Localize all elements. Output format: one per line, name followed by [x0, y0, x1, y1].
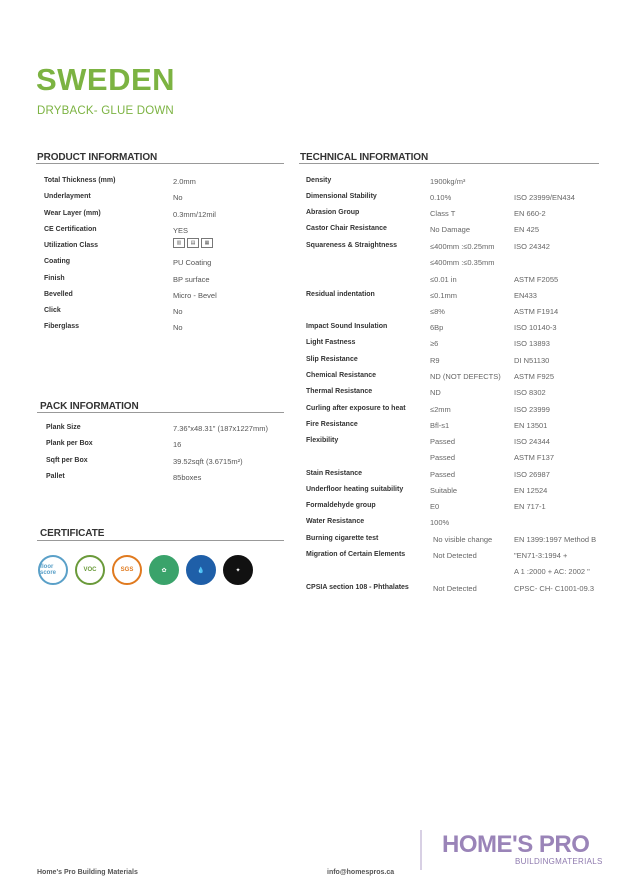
floorscore-icon [38, 555, 68, 585]
technical-row-value: ND (NOT DEFECTS) [430, 372, 501, 381]
pack-info-divider [37, 412, 284, 413]
pack-row-value: 85boxes [173, 473, 202, 482]
technical-row-standard: EN 717-1 [514, 502, 546, 511]
company-logo-subtitle: BUILDINGMATERIALS [515, 857, 603, 866]
technical-row-label: Chemical Resistance [306, 372, 377, 379]
logo-accent-bar [420, 830, 422, 870]
product-row-label: Wear Layer (mm) [44, 210, 101, 217]
product-row-value: No [173, 193, 183, 202]
technical-row-standard: ASTM F925 [514, 372, 555, 381]
technical-info-divider [299, 163, 599, 164]
technical-row-label: Thermal Resistance [306, 388, 373, 395]
technical-row-standard: EN 12524 [514, 486, 548, 495]
technical-row-standard: "EN71-3:1994 + [514, 551, 568, 560]
product-row-value: 2.0mm [173, 177, 196, 186]
technical-info-heading: TECHNICAL INFORMATION [300, 152, 429, 163]
technical-row-standard: EN 1399:1997 Method B [514, 535, 597, 544]
certificate-icon-label: SGS [120, 567, 134, 573]
technical-row-value: Bfl-s1 [430, 421, 450, 430]
pack-row-value: 39.52sqft (3.6715m²) [173, 457, 243, 466]
technical-row-label: Dimensional Stability [306, 193, 377, 200]
technical-row-label: Density [306, 177, 332, 184]
technical-row-label: Squareness & Straightness [306, 242, 398, 249]
technical-row-standard: ASTM F2055 [514, 275, 559, 284]
technical-row-label: Slip Resistance [306, 356, 358, 363]
technical-row-value: ≤400mm :≤0.35mm [430, 258, 495, 267]
certificate-heading: CERTIFICATE [40, 528, 105, 539]
pack-row-label: Plank per Box [46, 440, 93, 447]
technical-row-standard: ISO 24342 [514, 242, 550, 251]
certificate-icons [38, 555, 253, 585]
product-row-label: CE Certification [44, 226, 97, 233]
technical-row-standard: EN433 [514, 291, 537, 300]
technical-row-label: Abrasion Group [306, 209, 360, 216]
product-row-value: 0.3mm/12mil [173, 210, 216, 219]
technical-row-value: Class T [430, 209, 456, 218]
technical-row-standard: ASTM F137 [514, 453, 555, 462]
product-row-label: Finish [44, 275, 65, 282]
technical-row-standard: ASTM F1914 [514, 307, 559, 316]
technical-row-label: Castor Chair Resistance [306, 225, 387, 232]
technical-row-standard: A 1 :2000 + AC: 2002 " [514, 567, 590, 576]
technical-row-label: Water Resistance [306, 518, 365, 525]
technical-row-value: ≤2mm [430, 405, 451, 414]
utilization-class-icons [173, 238, 213, 248]
technical-row-value: Suitable [430, 486, 458, 495]
technical-row-value: E0 [430, 502, 440, 511]
product-row-label: Underlayment [44, 193, 91, 200]
certificate-icon-label: VOC [83, 567, 97, 573]
technical-row-label: Stain Resistance [306, 470, 363, 477]
product-row-value: BP surface [173, 275, 210, 284]
technical-row-label: Migration of Certain Elements [306, 551, 406, 558]
technical-row-value: 100% [430, 518, 450, 527]
pack-row-value: 16 [173, 440, 182, 449]
product-subtitle: DRYBACK- GLUE DOWN [37, 105, 174, 117]
technical-row-label: Residual indentation [306, 291, 375, 298]
technical-row-standard: ISO 13893 [514, 339, 550, 348]
technical-row-value: Passed [430, 437, 456, 446]
product-row-label: Coating [44, 258, 71, 265]
technical-row-value: 1900kg/m³ [430, 177, 466, 186]
technical-row-value: ND [430, 388, 441, 397]
product-row-value: No [173, 323, 183, 332]
waterproof-icon: 💧 [186, 555, 216, 585]
technical-row-label: CPSIA section 108 - Phthalates [306, 584, 409, 591]
technical-row-standard: EN 425 [514, 225, 540, 234]
technical-row-standard: ISO 23999/EN434 [514, 193, 575, 202]
pack-row-label: Pallet [46, 473, 65, 480]
technical-row-value: 6Bp [430, 323, 444, 332]
scratch-resistant-icon: ✦ [223, 555, 253, 585]
technical-row-value: ≤400mm :≤0.25mm [430, 242, 495, 251]
technical-row-standard: ISO 23999 [514, 405, 550, 414]
product-info-divider [36, 163, 284, 164]
technical-row-label: Formaldehyde group [306, 502, 376, 509]
pack-row-value: 7.36"x48.31" (187x1227mm) [173, 424, 268, 433]
certificate-divider [37, 540, 284, 541]
technical-row-standard: ISO 10140-3 [514, 323, 557, 332]
technical-row-label: Curling after exposure to heat [306, 405, 406, 412]
technical-row-standard: EN 13501 [514, 421, 548, 430]
technical-row-value: ≤8% [430, 307, 445, 316]
pack-row-label: Plank Size [46, 424, 81, 431]
product-row-value: YES [173, 226, 189, 235]
product-row-label: Bevelled [44, 291, 73, 298]
footer-email[interactable]: info@homespros.ca [327, 869, 395, 876]
pack-info-heading: PACK INFORMATION [40, 401, 139, 412]
technical-row-label: Flexibility [306, 437, 339, 444]
technical-row-value: Not Detected [433, 584, 477, 593]
product-info-heading: PRODUCT INFORMATION [37, 152, 158, 163]
technical-row-standard: ISO 26987 [514, 470, 550, 479]
product-row-value: Micro - Bevel [173, 291, 217, 300]
technical-row-value: ≤0.01 in [430, 275, 457, 284]
technical-row-label: Burning cigarette test [306, 535, 379, 542]
product-row-label: Fiberglass [44, 323, 80, 330]
certificate-icon-label: floor score [40, 564, 57, 576]
technical-row-value: R9 [430, 356, 440, 365]
technical-row-label: Underfloor heating suitability [306, 486, 404, 493]
footer-company: Home's Pro Building Materials [37, 869, 138, 876]
technical-row-standard: ISO 24344 [514, 437, 550, 446]
technical-row-value: No Damage [430, 225, 471, 234]
technical-row-label: Light Fastness [306, 339, 356, 346]
company-logo: HOME'S PRO [442, 831, 590, 858]
product-row-value: PU Coating [173, 258, 212, 267]
product-row-label: Total Thickness (mm) [44, 177, 116, 184]
pack-row-label: Sqft per Box [46, 457, 88, 464]
voc-free-icon [75, 555, 105, 585]
product-row-label: Utilization Class [44, 242, 99, 249]
technical-row-standard: DI N51130 [514, 356, 550, 365]
technical-row-standard: EN 660-2 [514, 209, 546, 218]
residential-icon: ▥ [173, 238, 185, 248]
technical-row-value: Passed [430, 453, 456, 462]
technical-row-value: No visible change [433, 535, 493, 544]
technical-row-standard: ISO 8302 [514, 388, 546, 397]
light-industrial-icon: ▦ [201, 238, 213, 248]
technical-row-value: Passed [430, 470, 456, 479]
product-row-value: No [173, 307, 183, 316]
product-row-label: Click [44, 307, 61, 314]
technical-row-label: Fire Resistance [306, 421, 358, 428]
product-title: SWEDEN [36, 62, 176, 97]
sgs-icon [112, 555, 142, 585]
technical-row-standard: CPSC- CH- C1001-09.3 [514, 584, 595, 593]
technical-row-value: ≤0.1mm [430, 291, 458, 300]
commercial-icon: ▤ [187, 238, 199, 248]
technical-row-value: ≥6 [430, 339, 439, 348]
technical-row-value: 0.10% [430, 193, 452, 202]
antibacterial-icon: ✿ [149, 555, 179, 585]
technical-row-label: Impact Sound Insulation [306, 323, 388, 330]
technical-row-value: Not Detected [433, 551, 477, 560]
